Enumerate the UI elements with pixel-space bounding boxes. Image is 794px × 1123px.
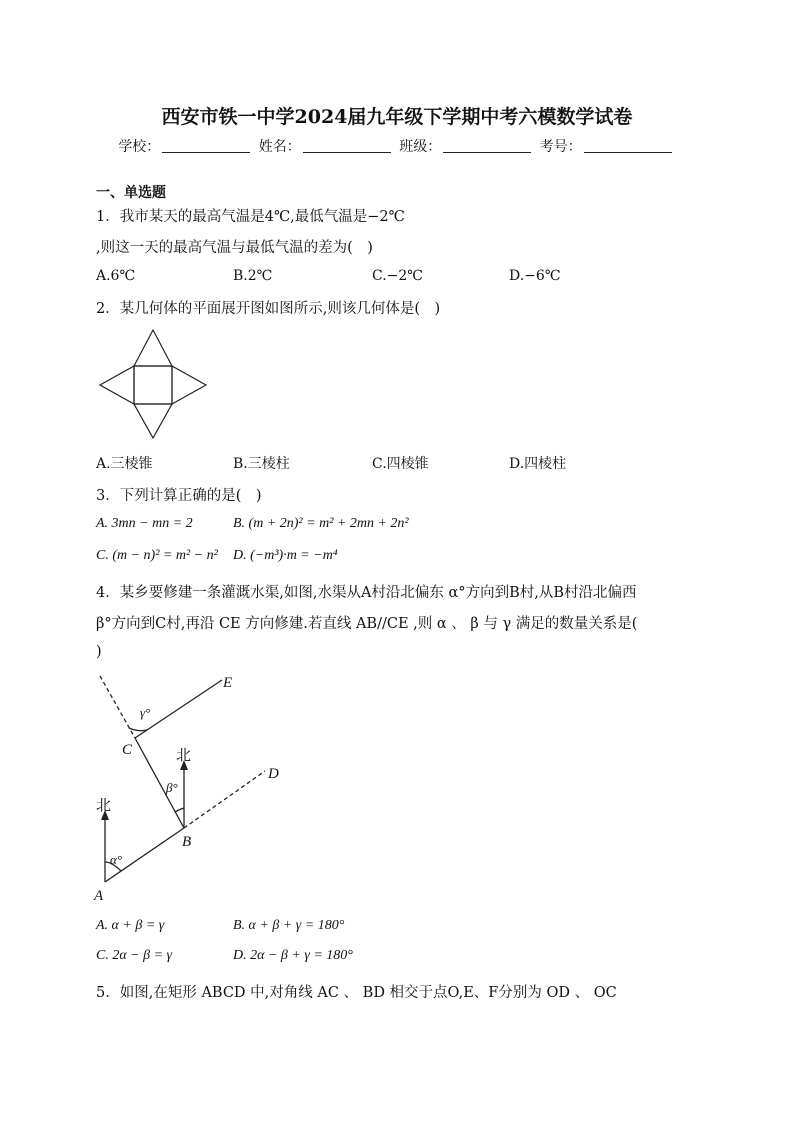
name-label: 姓名： bbox=[258, 139, 301, 155]
dashed-line-bd bbox=[184, 771, 265, 828]
north-label-b: 北 bbox=[176, 748, 192, 764]
q1-option-a: A.6℃ bbox=[96, 268, 136, 284]
angle-alpha-label: α° bbox=[110, 852, 123, 867]
q2-line1: 2．某几何体的平面展开图如图所示,则该几何体是( ) bbox=[96, 301, 441, 317]
q4-line1: 4．某乡要修建一条灌溉水渠,如图,水渠从A村沿北偏东 α°方向到B村,从B村沿北偏西 bbox=[96, 585, 637, 601]
q2-option-a: A.三棱锥 bbox=[96, 456, 153, 472]
q1-line1: 1．我市某天的最高气温是4℃,最低气温是−2℃ bbox=[96, 209, 405, 225]
point-d-label: D bbox=[268, 766, 279, 782]
q5-line1: 5．如图,在矩形 ABCD 中,对角线 AC 、 BD 相交于点O,E、F分别为 OD 、 OC bbox=[96, 985, 617, 1001]
school-blank[interactable] bbox=[162, 138, 250, 153]
student-info-row bbox=[0, 136, 794, 156]
q1-option-d: D.−6℃ bbox=[509, 268, 561, 284]
pyramid-net-figure bbox=[96, 328, 216, 440]
q4-option-a: A. α + β = γ bbox=[96, 918, 165, 933]
q4-line2: β°方向到C村,再沿 CE 方向修建.若直线 AB//CE ,则 α 、 β 与 γ 满足的数量关系是( bbox=[96, 616, 638, 632]
exam-number-blank[interactable] bbox=[584, 138, 672, 153]
q3-option-c: C. (m − n)² = m² − n² bbox=[96, 548, 218, 563]
q4-option-d: D. 2α − β + γ = 180° bbox=[233, 948, 353, 963]
net-triangle-top bbox=[134, 330, 172, 366]
q4-line3: ) bbox=[96, 644, 102, 660]
north-label-a: 北 bbox=[96, 798, 112, 814]
net-triangle-left bbox=[100, 366, 134, 404]
q1-option-c: C.−2℃ bbox=[372, 268, 423, 284]
point-e-label: E bbox=[223, 675, 233, 691]
section-heading: 一、单选题 bbox=[96, 185, 166, 201]
angle-gamma-label: γ° bbox=[140, 705, 151, 720]
net-triangle-right bbox=[172, 366, 206, 404]
q1-line2: ,则这一天的最高气温与最低气温的差为( ) bbox=[96, 240, 373, 256]
class-label: 班级： bbox=[399, 139, 442, 155]
q2-option-b: B.三棱柱 bbox=[233, 456, 290, 472]
exam-title: 西安市铁一中学2024届九年级下学期中考六模数学试卷 bbox=[161, 106, 633, 128]
q4-option-c: C. 2α − β = γ bbox=[96, 948, 173, 963]
exam-number-label: 考号： bbox=[539, 139, 582, 155]
angle-gamma-arc bbox=[129, 728, 147, 731]
q3-option-d: D. (−m³)·m = −m⁴ bbox=[233, 548, 338, 563]
net-triangle-bottom bbox=[134, 404, 172, 438]
class-blank[interactable] bbox=[443, 138, 531, 153]
angle-beta-arc bbox=[175, 808, 184, 812]
net-square-base bbox=[134, 366, 172, 404]
angle-beta-label: β° bbox=[166, 780, 178, 795]
q3-option-a: A. 3mn − mn = 2 bbox=[96, 516, 193, 531]
q4-option-b: B. α + β + γ = 180° bbox=[233, 918, 345, 933]
school-label: 学校： bbox=[118, 139, 161, 155]
point-c-label: C bbox=[122, 742, 133, 758]
q1-option-b: B.2℃ bbox=[233, 268, 273, 284]
name-blank[interactable] bbox=[303, 138, 391, 153]
q3-line1: 3．下列计算正确的是( ) bbox=[96, 488, 262, 504]
point-b-label: B bbox=[182, 834, 192, 850]
q2-option-c: C.四棱锥 bbox=[372, 456, 429, 472]
canal-figure bbox=[90, 666, 300, 906]
q2-option-d: D.四棱柱 bbox=[509, 456, 567, 472]
q3-option-b: B. (m + 2n)² = m² + 2mn + 2n² bbox=[233, 516, 409, 531]
point-a-label: A bbox=[94, 888, 104, 904]
